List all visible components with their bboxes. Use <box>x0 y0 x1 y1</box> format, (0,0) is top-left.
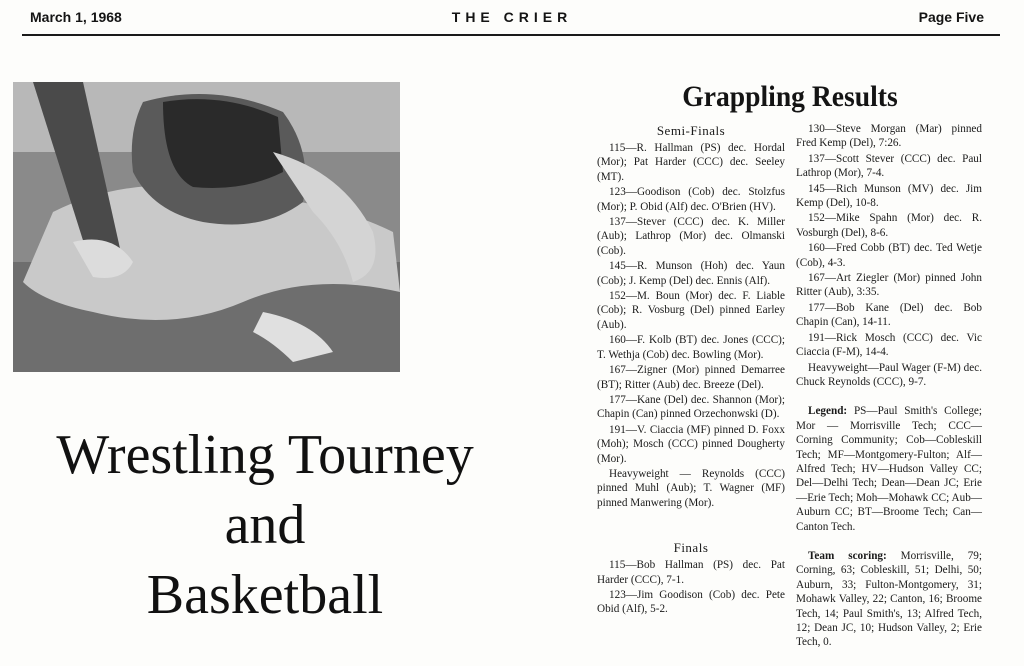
newspaper-name: THE CRIER <box>451 9 573 25</box>
masthead <box>0 0 1024 40</box>
final-result: 115—Bob Hallman (PS) dec. Pat Harder (CCC), 7-1. <box>597 559 785 586</box>
page-number: Page Five <box>918 9 984 25</box>
semifinal-result: 145—R. Munson (Hoh) dec. Yaun (Cob); J. Kemp (Del) dec. Ennis (Alf). <box>597 260 785 287</box>
final-result: 191—Rick Mosch (CCC) dec. Vic Ciaccia (F-M), 14-4. <box>796 331 982 359</box>
grappling-results-title: Grappling Results <box>682 80 898 113</box>
semifinal-result: 115—R. Hallman (PS) dec. Hordal (Mor); Pat Harder (CCC) dec. Seeley (MT). <box>597 142 785 183</box>
headline-line-2: and <box>224 494 306 556</box>
team-scoring-label: Team scoring: <box>808 549 887 562</box>
semifinal-result: 123—Goodison (Cob) dec. Stolzfus (Mor); P. Obid (Alf) dec. O'Brien (HV). <box>597 186 785 213</box>
headline-line-3: Basketball <box>146 564 384 626</box>
semifinal-result: 137—Stever (CCC) dec. K. Miller (Aub); Lathrop (Mor) dec. Olmanski (Cob). <box>597 216 785 257</box>
feature-headline <box>0 420 530 630</box>
results-column-2 <box>796 122 982 651</box>
final-result: 123—Jim Goodison (Cob) dec. Pete Obid (Alf), 5-2. <box>597 588 785 616</box>
semifinal-result: Heavyweight — Reynolds (CCC) pinned Muhl (Aub); T. Wagner (MF) pinned Manwering (Mor). <box>597 467 785 509</box>
final-result: 167—Art Ziegler (Mor) pinned John Ritter (Aub), 3:35. <box>796 272 982 299</box>
semifinal-result: 177—Kane (Del) dec. Shannon (Mor); Chapin (Can) pinned Orzechonwski (D). <box>597 393 785 421</box>
wrestling-photo <box>13 82 400 372</box>
semifinal-result: 191—V. Ciaccia (MF) pinned D. Foxx (Moh); Mosch (CCC) pinned Dougherty (Mor). <box>597 423 785 465</box>
masthead-rule <box>22 34 1000 36</box>
semifinal-result: 160—F. Kolb (BT) dec. Jones (CCC); T. Wethja (Cob) dec. Bowling (Mor). <box>597 334 785 361</box>
final-result: 160—Fred Cobb (BT) dec. Ted Wetje (Cob), 4-3. <box>796 242 982 269</box>
final-result: 137—Scott Stever (CCC) dec. Paul Lathrop (Mor), 7-4. <box>796 152 982 180</box>
final-result: 145—Rich Munson (MV) dec. Jim Kemp (Del), 10-8. <box>796 182 982 210</box>
issue-date: March 1, 1968 <box>30 9 122 25</box>
final-result: 177—Bob Kane (Del) dec. Bob Chapin (Can), 14-11. <box>796 301 982 329</box>
final-result: Heavyweight—Paul Wager (F-M) dec. Chuck Reynolds (CCC), 9-7. <box>796 361 982 388</box>
legend-label: Legend: <box>808 405 848 418</box>
semifinals-heading: Semi-Finals <box>656 123 726 138</box>
team-scoring-paragraph <box>796 549 982 650</box>
legend-paragraph <box>796 404 982 534</box>
finals-heading: Finals <box>673 540 709 556</box>
legend-text: PS—Paul Smith's College; Mor — Morrisville Tech; CCC—Corning Community; Cob—Cobleskill Tech; MF—Montgomery-Fulton; Alf—Alfred Tech; HV—Hudson Valley CC; Del—Delhi Tech; Dean—Dean JC; Erie—Erie Tech; Moh—Mohawk CC; Aub—Auburn CC; BT—Broome Tech; Can—Canton Tech. <box>796 405 983 533</box>
semifinal-result: 167—Zigner (Mor) pinned Demarree (BT); Ritter (Aub) dec. Breeze (Del). <box>597 364 785 391</box>
semifinal-result: 152—M. Boun (Mor) dec. F. Liable (Cob); R. Vosburg (Del) pinned Earley (Aub). <box>597 290 785 331</box>
headline-line-1: Wrestling Tourney <box>56 424 474 486</box>
final-result: 130—Steve Morgan (Mar) pinned Fred Kemp (Del), 7:26. <box>796 123 982 150</box>
results-column-1 <box>597 122 785 618</box>
final-result: 152—Mike Spahn (Mor) dec. R. Vosburgh (Del), 8-6. <box>796 212 982 239</box>
team-scoring-text: Morrisville, 79; Corning, 63; Cobleskill, 51; Delhi, 50; Auburn, 33; Fulton-Montgomery, 31; Mohawk Valley, 22; Canton, 16; Broome Tech, 14; Paul Smith's, 13; Alfred Tech, 12; Dean JC, 10; Hudson Valley, 2; Erie Tech, 0. <box>796 549 982 649</box>
